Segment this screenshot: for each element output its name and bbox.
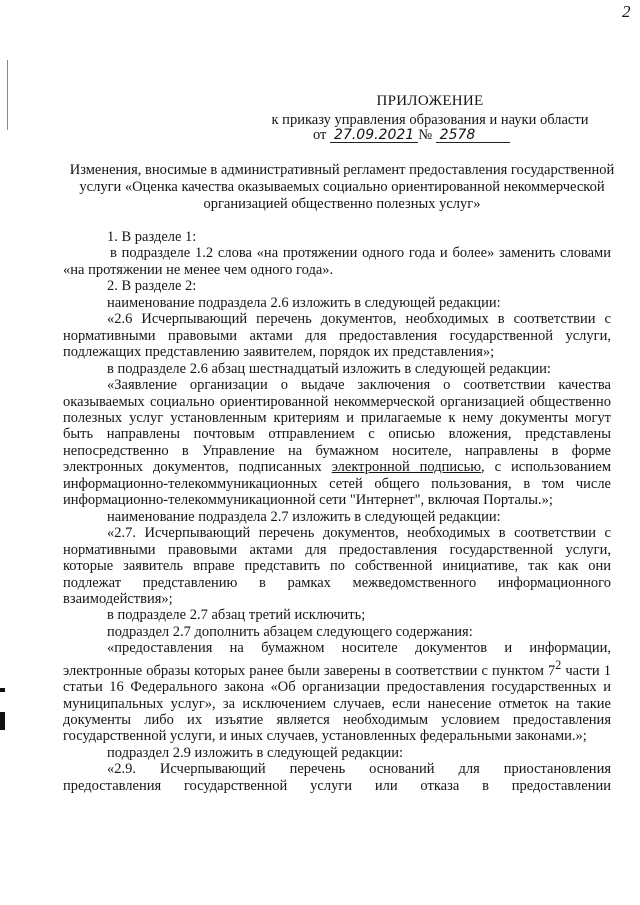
paragraph-text: , с использованием информационно-телекоммуникационных сетей общего пользования, в том числе информационно-телекоммуникационной сети "Интернет", включая Порталы.»;: [63, 459, 611, 509]
paragraph: наименование подраздела 2.6 изложить в следующей редакции:: [107, 294, 501, 311]
page-number: 2: [622, 2, 631, 21]
paragraph: 1. В разделе 1:: [107, 229, 197, 245]
order-number-label: №: [418, 127, 433, 143]
paragraph-text: «Заявление организации о выдаче заключения о соответствии качества оказываемых социально ориентированной некоммерческой организацией общественно полезных услуг установленным критериям и прилагаемые к нему документы могут быть направлены почтовым отправлением с описью вложения, представлены непосредственно в Управление на бумажном носителе, направлены в форме электронных документов, подписанных: [63, 377, 611, 476]
order-number: 2578: [436, 128, 510, 143]
paragraph: [63, 640, 611, 745]
paragraph: наименование подраздела 2.7 изложить в следующей редакции:: [107, 508, 501, 525]
scan-edge-mark: [0, 688, 5, 692]
paragraph: подраздел 2.9 изложить в следующей редакции:: [107, 744, 404, 761]
paragraph: «2.9. Исчерпывающий перечень оснований для приостановления предоставления государственной услуги или отказа в предоставлении: [63, 761, 611, 794]
order-reference: [313, 126, 510, 144]
paragraph: 2. В разделе 2:: [107, 278, 197, 295]
underlined-phrase: электронной подписью: [331, 459, 482, 476]
paragraph-text: «предоставления на бумажном носителе документов и информации, электронные образы которых ранее были заверены в соответствии с пунктом 7: [63, 640, 611, 679]
document-body: [63, 229, 611, 794]
superscript: 2: [555, 657, 562, 672]
appendix-subtitle: к приказу управления образования и науки области: [271, 112, 589, 128]
order-date: 27.09.2021: [330, 128, 418, 143]
order-from-label: от: [313, 127, 327, 143]
paragraph: [63, 377, 611, 509]
document-title: Изменения, вносимые в административный регламент предоставления государственной услуги «Оценка качества оказываемых социально ориентированной некоммерческой организацией общественно полезных услуг»: [69, 162, 615, 212]
paragraph: подраздел 2.7 дополнить абзацем следующего содержания:: [107, 623, 473, 640]
scan-edge-mark: [7, 60, 8, 130]
paragraph-text: части 1 статьи 16 Федерального закона «Об организации предоставления государственных и муниципальных услуг», за исключением случаев, если нанесение отметок на такие документы либо их изъятие является необходимым условием предоставления государственной услуги, и иных случаев, установленных федеральными законами.»;: [63, 662, 611, 745]
appendix-title: ПРИЛОЖЕНИЕ: [376, 93, 484, 109]
paragraph: «2.6 Исчерпывающий перечень документов, необходимых в соответствии с нормативными правовыми актами для предоставления государственной услуги, подлежащих представлению заявителем, порядок их представления»;: [63, 311, 611, 361]
paragraph: в подразделе 2.7 абзац третий исключить;: [107, 607, 366, 624]
scan-edge-mark: [0, 712, 5, 730]
paragraph: в подразделе 2.6 абзац шестнадцатый изложить в следующей редакции:: [107, 360, 551, 377]
paragraph: «2.7. Исчерпывающий перечень документов, необходимых в соответствии с нормативными правовыми актами для предоставления государственной услуги, которые заявитель вправе представить по собственной инициативе, так как они подлежат представлению в рамках межведомственного информационного взаимодействия»;: [63, 525, 611, 607]
paragraph: в подразделе 1.2 слова «на протяжении одного года и более» заменить словами «на протяжении не менее чем одного года».: [63, 245, 611, 278]
